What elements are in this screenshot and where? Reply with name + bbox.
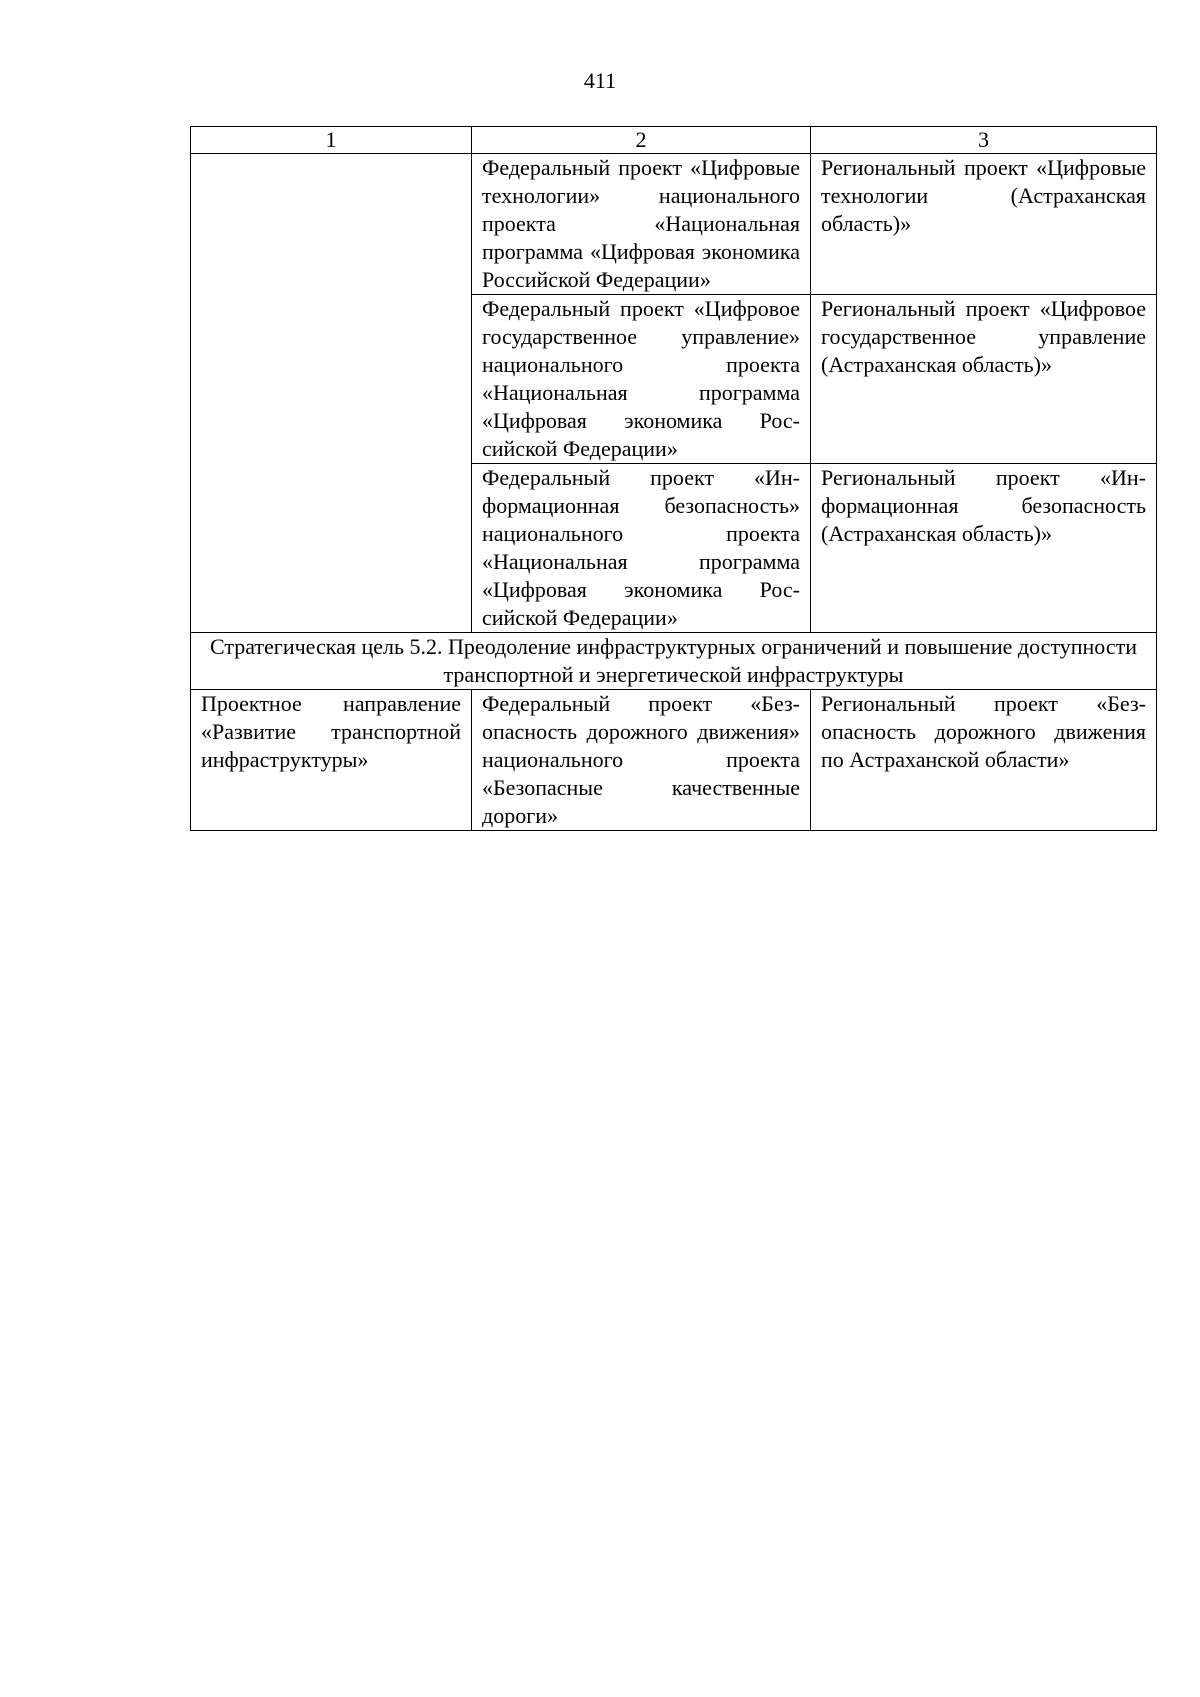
federal-project-cell: Федеральный проект «Информационная безопасность» национального проекта «Национальная программа «Цифровая экономика Российской Федерации»	[472, 464, 811, 633]
regional-project-cell: Региональный проект «Информационная безопасность (Астраханская область)»	[811, 464, 1157, 633]
column-number-2: 2	[472, 127, 811, 154]
column-number-1: 1	[191, 127, 472, 154]
direction-cell-empty	[191, 154, 472, 633]
regional-project-cell: Региональный проект «Безопасность дорожного движения по Астраханской области»	[811, 690, 1157, 831]
column-number-3: 3	[811, 127, 1157, 154]
table-row	[191, 154, 1157, 295]
regional-project-cell: Региональный проект «Цифровые технологии (Астраханская область)»	[811, 154, 1157, 295]
page-number: 411	[583, 68, 617, 93]
strategic-goal-row	[191, 633, 1157, 690]
federal-project-cell: Федеральный проект «Цифровые технологии» национального проекта «Национальная программа «Цифровая экономика Российской Федерации»	[472, 154, 811, 295]
regional-project-cell: Региональный проект «Цифровое государственное управление (Астраханская область)»	[811, 295, 1157, 464]
project-direction-cell: Проектное направление «Развитие транспортной инфраструктуры»	[191, 690, 472, 831]
federal-project-cell: Федеральный проект «Цифровое государственное управление» национального проекта «Национальная программа «Цифровая экономика Российской Федерации»	[472, 295, 811, 464]
projects-table	[190, 126, 1157, 831]
strategic-goal-cell: Стратегическая цель 5.2. Преодоление инфраструктурных ограничений и повышение доступности транспортной и энергетической инфраструктуры	[191, 633, 1157, 690]
column-number-row	[191, 127, 1157, 154]
table-row	[191, 690, 1157, 831]
federal-project-cell: Федеральный проект «Безопасность дорожного движения» национального проекта «Безопасные качественные дороги»	[472, 690, 811, 831]
